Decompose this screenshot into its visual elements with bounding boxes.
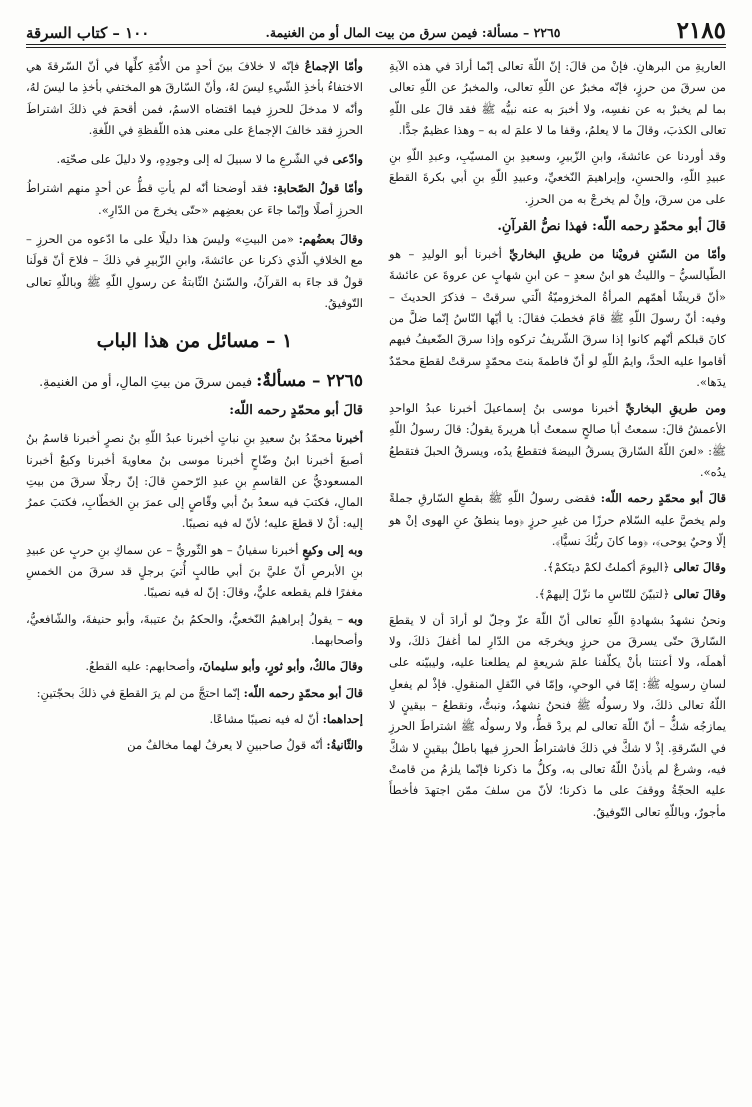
paragraph-text: ونحنُ نشهدُ بشهادةِ اللّهِ تعالى أنّ اللّهَ عزّ وجلّ لو أرادَ أن لا يقطعَ السّارقَ حتّى يسرقَ من حرزٍ ويخرجَه من الدّارِ لما أغفلَ ذلكَ، ولا أهملَه، ولا أعنتنا بأنْ يكلّفنا علمَ شريعةٍ لم يطلعنا عليه، وليبيّنه على لسانِ رسولِه ﷺ: إمّا في الوحيِ، وإمّا في النّقلِ المنقولِ. فإذْ لم يفعلِ اللّهُ تعالى ذلكَ، ولا رسولُه ﷺ فنحنُ نشهدُ، ونبتُّ، ونقطعُ – بيقينٍ لا يمازجُه شكٌّ – أنّ اللّهَ تعالى لم يردْ قطُّ، ولا رسولُه ﷺ اشتراطَ الحرزِ في السّرقةِ. إذْ لا شكَّ في ذلكَ فاشتراطُ الحرزِ فيها باطلٌ بيقينٍ لا شكَّ فيه، وشرعٌ لم يأذنْ اللّهُ تعالى به، وكلُّ ما ذكرنا فإنّما يلزمُ من قامتْ عليه الحجّةُ ووقفَ على ما ذكرنا؛ لأنّ من سلفَ ممّن اجتهدَ فأخطأَ مأجورٌ، وباللّهِ تعالى التّوفيقُ. — [389, 612, 726, 819]
paragraph — [26, 56, 363, 141]
paragraph — [26, 683, 363, 704]
paragraph-text: أخبرنا موسى بنُ إسماعيلَ أخبرنا عبدُ الواحدِ الأعمشُ قالَ: سمعتُ أبا صالحٍ سمعتُ أبا هريرةَ يقولُ: قالَ رسولُ اللّهِ ﷺ: «لعنَ اللّهُ السّارقَ يسرقُ البيضةَ فتقطعُ يدُه، ويسرقُ الحبلَ فتقطعُ يدُه». — [389, 401, 726, 480]
paragraph — [26, 540, 363, 604]
paragraph — [26, 709, 363, 730]
running-title: ٢٢٦٥ – مسألة: فيمن سرق من بيت المال أو من الغنيمة. — [265, 25, 561, 40]
paragraph-text: العاريةِ من البرهانِ. فإنْ من قالَ: إنّ اللّهَ تعالى إنّما أرادَ في هذه الآيةِ من سرقَ من حرزٍ، فإنّه مخبرٌ عن اللّهِ تعالى، والمخبرُ عن اللّهِ تعالى بما لم يخبرْ به عن نفسِه، ولا أخبرَ به عنه نبيُّه ﷺ فقد قالَ على اللّهِ تعالى الكذبَ، وقالَ ما لا يعلمُ، وقفا ما لا علمَ له به – وهذا عظيمٌ جدًّا. — [389, 59, 726, 137]
paragraph-text: إنّما احتجَّ من لم يرَ القطعَ في ذلكَ بحجّتينِ: — [36, 685, 244, 700]
paragraph — [389, 488, 726, 552]
paragraph-lead: قالَ أبو محمّدٍ رحمه اللّه: — [600, 491, 726, 506]
sub-heading: قالَ أبو محمّدٍ رحمه اللّه: — [229, 403, 363, 419]
paragraph-lead: وادّعى — [332, 152, 363, 167]
paragraph — [389, 610, 726, 823]
header-rule — [26, 44, 726, 48]
paragraph-text: «من البيتِ» وليسَ هذا دليلًا على ما ادّعوه من الحرزِ – مع الخلافِ الّذي ذكرنا عن عائشةَ، وابنِ الزّبيرِ في ذلكَ – فلاحَ أنّ قولَنا قولٌ قد جاءَ به القرآنُ، والسّننُ الثّابتةُ عن رسولِ اللّهِ ﷺ وباللّهِ تعالى التّوفيقُ. — [26, 232, 363, 310]
paragraph-lead: والثّانيةُ: — [326, 738, 363, 753]
paragraph-text: في الشّرعِ ما لا سبيلَ له إلى وجودِهِ، ولا دليلَ على صحّتِه. — [56, 152, 333, 167]
paragraph-text: وقد أوردنا عن عائشةَ، وابنِ الزّبيرِ، وسعيدِ بنِ المسيّبِ، وعبدِ اللّهِ بنِ عبيدِ اللّهِ، والحسنِ، وإبراهيمَ النّخعيِّ، وعبيدِ اللّهِ بنِ أبي بكرةَ القطعَ على من سرقَ، وإنْ لم يخرجْ به من الحرزِ. — [389, 149, 726, 206]
left-column — [26, 56, 363, 828]
paragraph-text: فقد أوضحنا أنّه لم يأتِ قطُّ عن أحدٍ منهم اشتراطُ الحرزِ أصلًا وإنّما جاءَ عن بعضِهم «حتّى يخرجَ من الدّارِ». — [26, 181, 363, 217]
paragraph — [389, 584, 726, 605]
paragraph-lead: وأمّا من السّننِ فرويْنا من طريقِ البخاريِّ — [509, 247, 727, 262]
paragraph — [26, 428, 363, 534]
paragraph-text: فقضى رسولُ اللّهِ ﷺ بقطعِ السّارقِ جملةً ولم يخصَّ عليه السّلام حرزًا من غيرِ حرزٍ ﴿وما ينطقُ عنِ الهوى إنْ هو إلّا وحيٌ يوحى﴾، ﴿وما كانَ ربُّكَ نسيًّا﴾. — [389, 491, 726, 548]
paragraph-lead: وبه إلى وكيعٍ — [302, 542, 363, 557]
paragraph — [389, 56, 726, 141]
paragraph-lead: إحداهما: — [322, 711, 363, 726]
paragraph — [389, 557, 726, 578]
paragraph — [26, 149, 363, 170]
page-header — [26, 10, 726, 44]
paragraph-lead: قالَ أبو محمّدٍ رحمه اللّه: — [243, 685, 363, 700]
paragraph-lead: وأمّا الإجماعُ — [304, 59, 363, 73]
paragraph-lead: ومن طريقِ البخاريِّ — [625, 401, 727, 416]
paragraph-text: أخبرنا سفيانُ – هو الثّوريُّ – عن سماكِ بنِ حربٍ عن عبيدِ بنِ الأبرصِ أنّ عليَّ بنَ أبي طالبٍ أُتيَ برجلٍ قد سرقَ من الخمسِ مغفرًا فلم يقطعه عليٌّ، وقالَ: إنّ له فيه نصيبًا. — [26, 542, 363, 600]
issue-heading — [26, 370, 363, 393]
paragraph-text: ﴿اليومَ أكملتُ لكمْ دينَكمْ﴾. — [543, 560, 674, 575]
page-number: ٢١٨٥ — [676, 17, 726, 44]
paragraph — [26, 229, 363, 314]
paragraph-text: وأصحابهم: عليه القطعُ. — [85, 659, 199, 674]
paragraph-text: محمّدُ بنُ سعيدِ بنِ نباتٍ أخبرنا عبدُ اللّهِ بنُ نصرٍ أخبرنا قاسمُ بنُ أصبغَ أخبرنا ابنُ وضّاحٍ أخبرنا موسى بنُ معاويةَ أخبرنا وكيعٌ أخبرنا المسعوديُّ عن القاسمِ بنِ عبدِ الرّحمنِ قالَ: إنّ رجلًا سرقَ من بيتِ المالِ، فكتبَ فيه سعدُ بنُ أبي وقّاصٍ إلى عمرَ بنِ الخطّابِ، فكتبَ عمرُ إليه: أنْ لا قطعَ عليه؛ لأنّ له فيه نصيبًا. — [26, 431, 363, 531]
paragraph-text: أنّ له فيه نصيبًا مشاعًا. — [209, 711, 323, 726]
paragraph — [26, 735, 363, 756]
paragraph — [26, 609, 363, 652]
paragraph-text: – يقولُ إبراهيمُ النّخعيُّ، والحكمُ بنُ عتيبةَ، وأبو حنيفةَ، والشّافعيُّ، وأصحابهما. — [26, 611, 363, 647]
paragraph-lead: وقالَ تعالى — [673, 586, 726, 601]
paragraph — [26, 178, 363, 221]
text-columns — [26, 56, 726, 828]
paragraph — [389, 146, 726, 210]
paragraph-lead: وقالَ مالكٌ، وأبو ثورٍ، وأبو سليمانَ، — [198, 659, 363, 674]
right-column — [389, 56, 726, 828]
issue-number: ٢٢٦٥ – مسألةٌ: — [256, 371, 363, 392]
paragraph-lead: وبه — [347, 611, 363, 626]
paragraph-text: أخبرنا أبو الوليدِ – هو الطّيالسيُّ – والليثُ هو ابنُ سعدٍ – عن ابنِ شهابٍ عن عروةَ عن عائشةَ «أنّ قريشًا أهمّهم المرأةُ المخزوميّةُ الّتي سرقتْ – فذكرَ الحديثَ – وفيه: أنّ رسولَ اللّهِ ﷺ قامَ فخطبَ فقالَ: يا أيّها النّاسُ إنّما ضلَّ من كانَ قبلكم أنّهم كانوا إذا سرقَ الشّريفُ تركوه وإذا سرقَ الضّعيفُ فيهم أقاموا عليه الحدَّ، وايمُ اللّهِ لو أنّ فاطمةَ بنتَ محمّدٍ سرقتْ لقطعَ محمّدٌ يدَها». — [389, 247, 726, 389]
paragraph — [26, 656, 363, 677]
paragraph — [389, 398, 726, 483]
sub-heading: قالَ أبو محمّدٍ رحمه اللّه: فهذا نصُّ القرآنِ. — [497, 219, 726, 235]
section-heading: ١ – مسائل من هذا الباب — [96, 330, 293, 353]
paragraph-lead: وقالَ تعالى — [673, 560, 726, 575]
book-section-title: ١٠٠ – كتاب السرقة — [26, 24, 150, 42]
paragraph-text: فإنّه لا خلافَ بينَ أحدٍ من الأُمّةِ كلِّها في أنّ السّرقةَ هي الاختفاءُ بأخذِ الشّيءِ ليسَ لهُ، وأنّ السّارقَ هو المختفي بأخذِ ما ليسَ لهُ، وأنّه لا مدخلَ للحرزِ فيما اقتضاه الاسمُ، فمن أقحمَ في ذلكَ اشتراطَ الحرزِ فقد خالفَ الإجماعَ على معنى هذه اللّفظةِ في اللّغةِ. — [26, 59, 363, 137]
paragraph-lead: أخبرنا — [335, 431, 363, 446]
issue-text: فيمن سرقَ من بيتِ المالِ، أو من الغنيمةِ. — [39, 374, 257, 390]
paragraph — [389, 244, 726, 393]
paragraph-lead: وأمّا قولُ الصّحابةِ: — [272, 181, 363, 196]
paragraph-lead: وقالَ بعضُهم: — [298, 232, 363, 247]
paragraph-text: أنّه قولُ صاحبينِ لا يعرفُ لهما مخالفٌ من — [127, 738, 327, 753]
paragraph-text: ﴿لتبيّنَ للنّاسِ ما نزّلَ إليهمْ﴾. — [535, 586, 674, 601]
